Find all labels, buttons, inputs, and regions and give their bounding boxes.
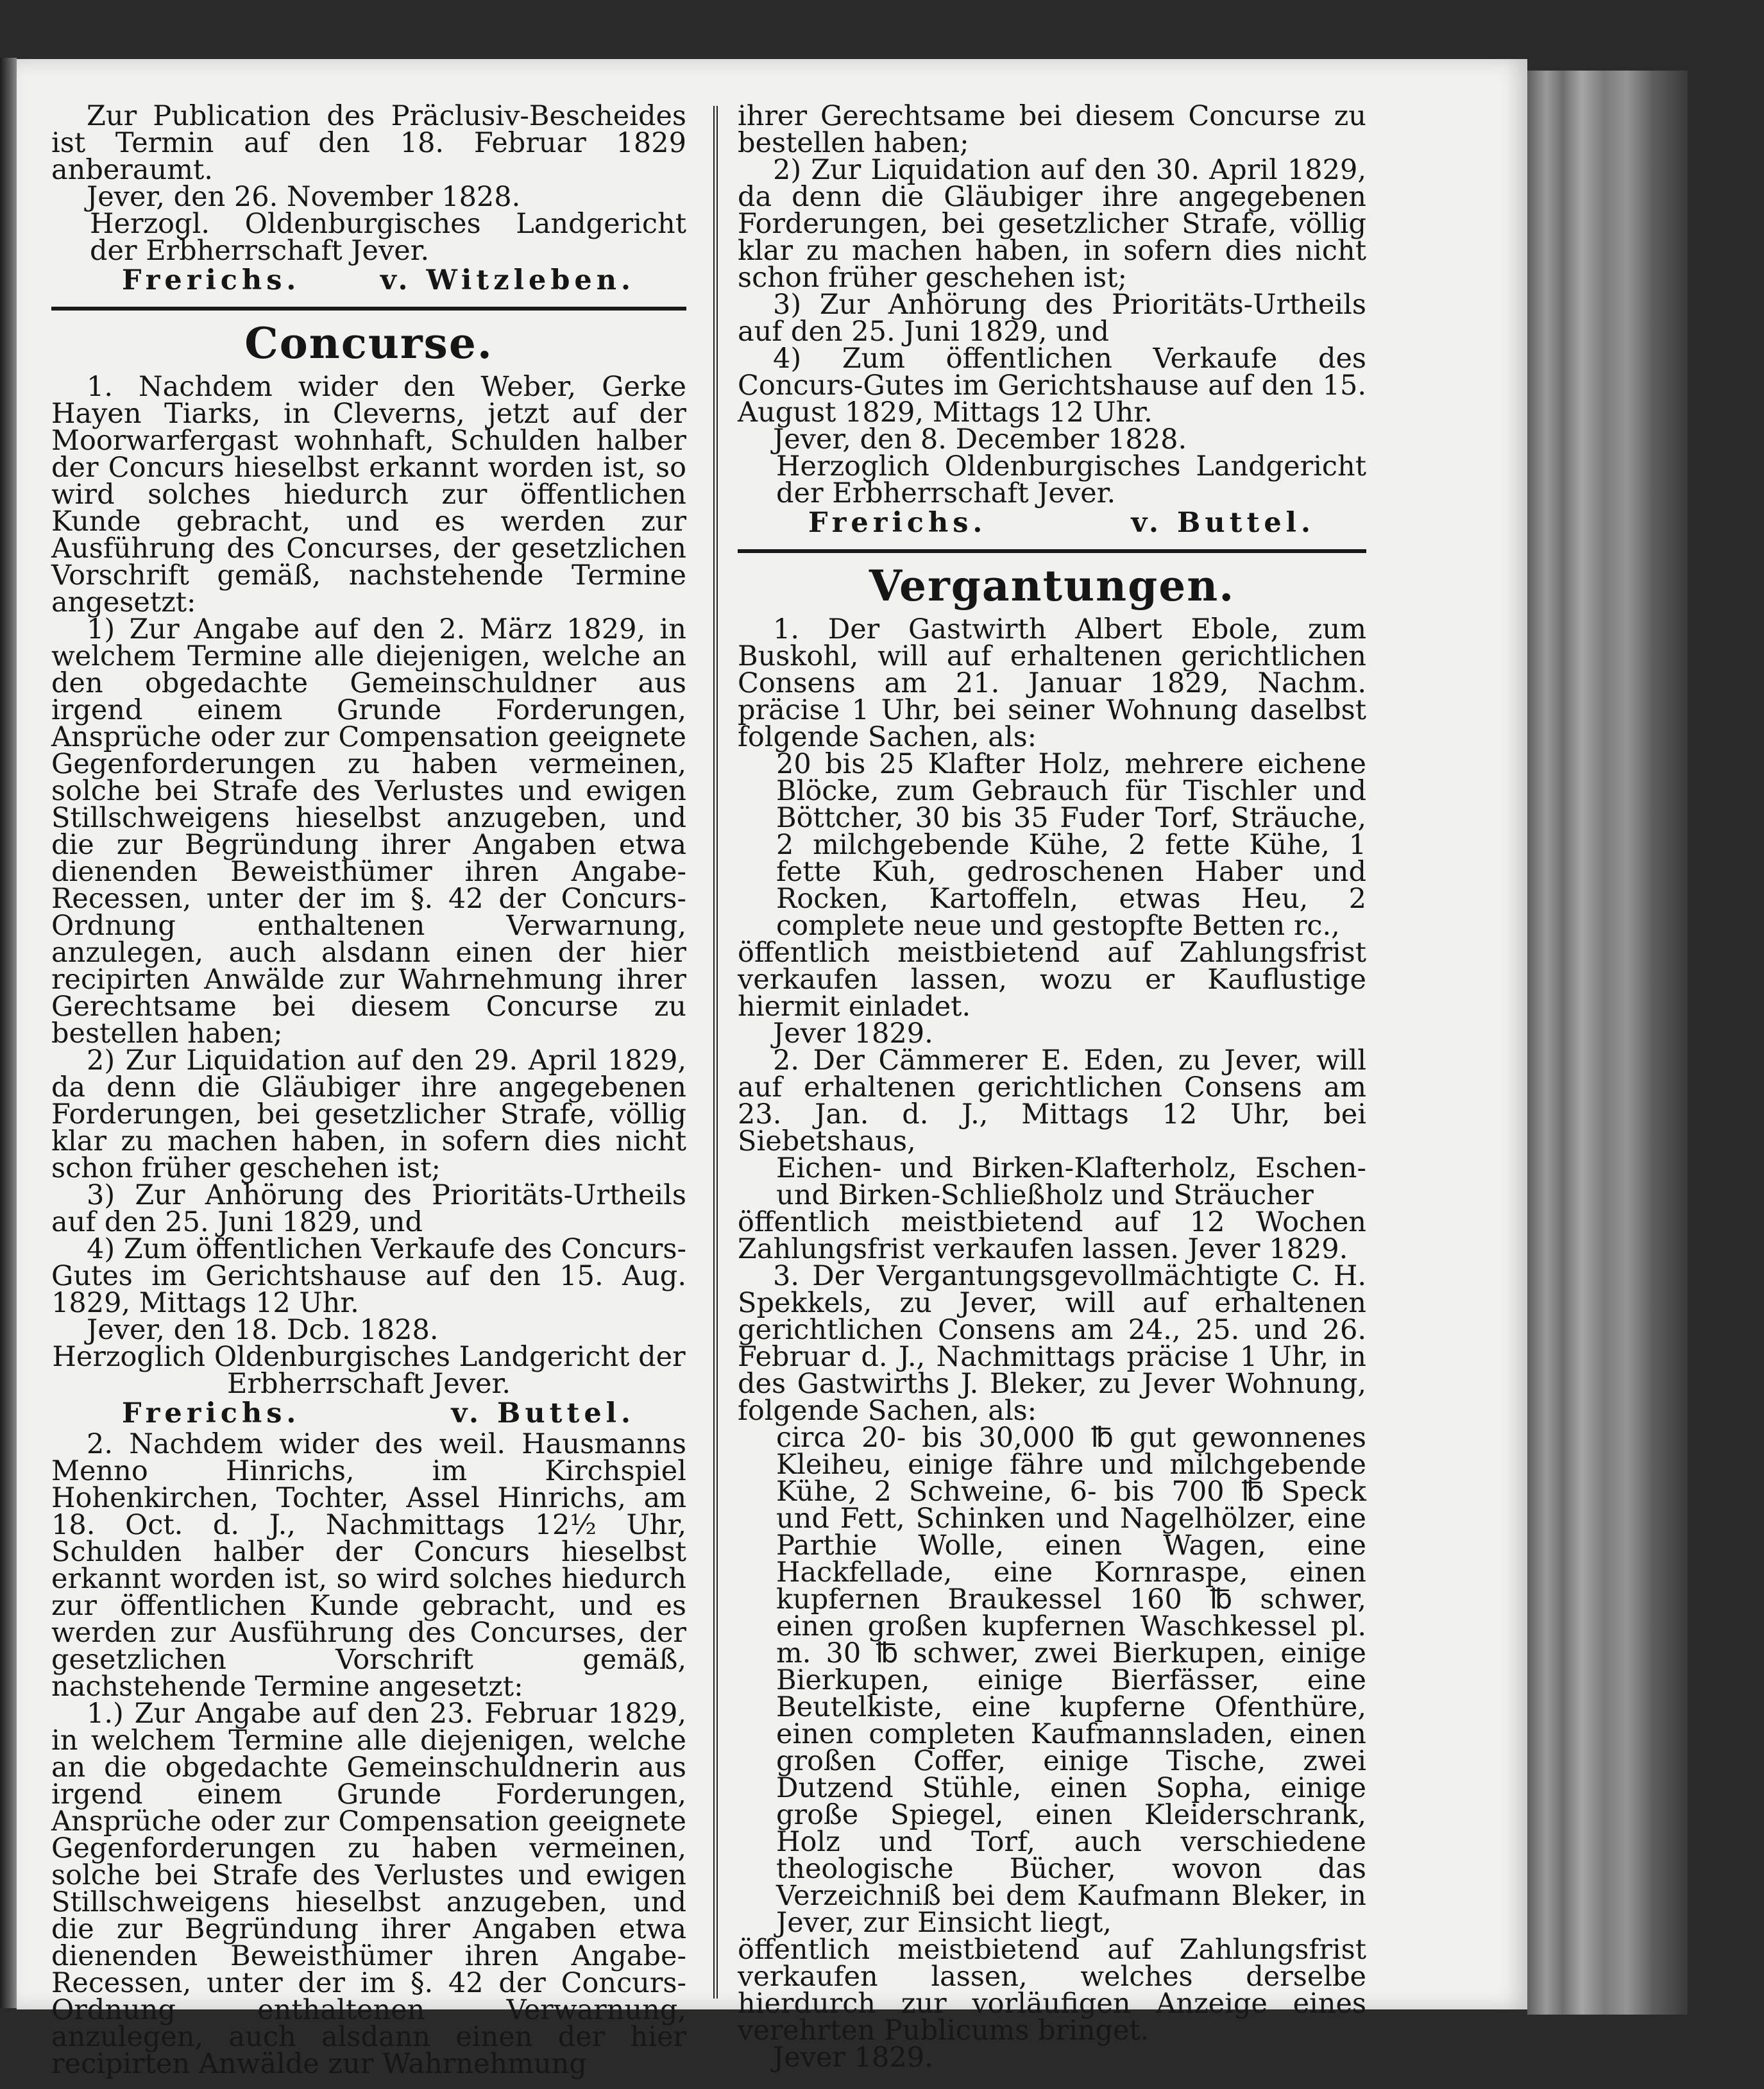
signature-left: Frerichs. (122, 1397, 301, 1429)
section-rule (51, 307, 686, 311)
concurs-2-continuation: ihrer Gerechtsame bei diesem Concurse zu bestellen haben; (738, 100, 1366, 159)
auction-3-tail: öffentlich meistbietend auf Zahlungsfrist verkaufen lassen, welches derselbe hierdurch zur vorläufigen Anzeige eines verehrten Publicums bringet. (738, 1934, 1366, 2047)
book-edge (1527, 71, 1688, 2015)
concurs-2-term-2: 2) Zur Liquidation auf den 30. April 1829, da denn die Gläubiger ihre angegebenen Forderungen, bei gesetzlicher Strafe, völlig klar zu machen haben, in sofern dies nicht schon früher geschehen ist; (738, 154, 1366, 294)
concurs-1-term-1: 1) Zur Angabe auf den 2. März 1829, in welchem Termine alle diejenigen, welche an den obgedachte Gemeinschuldner aus irgend einem Grunde Forderungen, Ansprüche oder zur Compensation geeignete Gegenforderungen zu haben vermeinen, solche bei Strafe des Verlustes und ewigen Stillschweigens hieselbst anzugeben, und die zur Begründung ihrer Angaben etwa dienenden Beweisthümer ihren Angabe-Recessen, unter der im §. 42 der Concurs-Ordnung enthaltenen Verwarnung, anzulegen, auch alsdann einen der hier recipirten Anwälde zur Wahrnehmung ihrer Gerechtsame bei diesem Concurse zu bestellen haben; (51, 613, 686, 1050)
concurs-1-term-3: 3) Zur Anhörung des Prioritäts-Urtheils auf den 25. Juni 1829, und (51, 1179, 686, 1238)
signature-left: Frerichs. (122, 264, 301, 296)
signature-right: v. Buttel. (1131, 507, 1315, 539)
facing-page-edge (0, 58, 17, 2008)
auction-1-body: 1. Der Gastwirth Albert Ebole, zum Buskohl, will auf erhaltenen gerichtlichen Consens am 21. Januar 1829, Nachm. präcise 1 Uhr, bei seiner Wohnung daselbst folgende Sachen, als: (738, 613, 1366, 753)
section-heading: Concurse. (244, 318, 493, 368)
signature-line (51, 1397, 686, 1429)
signature-right: v. Witzleben. (380, 264, 635, 296)
section-heading: Vergantungen. (869, 561, 1235, 611)
concurs-1-court: Herzoglich Oldenburgisches Landgericht der Erbherrschaft Jever. (52, 1341, 686, 1400)
auction-1-items: 20 bis 25 Klafter Holz, mehrere eichene Blöcke, zum Gebrauch für Tischler und Böttcher, 30 bis 35 Fuder Torf, Sträuche, 2 milchgebende Kühe, 2 fette Kühe, 1 fette Kuh, gedroschenen Haber und Rocken, Kartoffeln, etwas Heu, 2 complete neue und gestopfte Betten rc., (776, 748, 1366, 942)
auction-2-body: 2. Der Cämmerer E. Eden, zu Jever, will auf erhaltenen gerichtlichen Consens am 23. Jan. d. J., Mittags 12 Uhr, bei Siebetshaus, (738, 1044, 1366, 1157)
signature-line (51, 264, 686, 296)
auction-1-tail: öffentlich meistbietend auf Zahlungsfrist verkaufen lassen, wozu er Kauflustige hiermit einladet. (738, 937, 1366, 1023)
signature-left: Frerichs. (808, 507, 987, 539)
preclusion-notice: Zur Publication des Präclusiv-Bescheides ist Termin auf den 18. Februar 1829 anberaumt. (51, 100, 686, 186)
left-column (51, 100, 686, 2080)
concurs-1-term-2: 2) Zur Liquidation auf den 29. April 1829, da denn die Gläubiger ihre angegebenen Forderungen, bei gesetzlicher Strafe, völlig klar zu machen haben, in sofern dies nicht schon früher geschehen ist; (51, 1044, 686, 1184)
concurs-2-date: Jever, den 8. December 1828. (773, 423, 1187, 456)
concurs-2-term-3: 3) Zur Anhörung des Prioritäts-Urtheils auf den 25. Juni 1829, und (738, 289, 1366, 348)
concurs-1-date: Jever, den 18. Dcb. 1828. (87, 1314, 439, 1346)
section-rule (738, 549, 1366, 553)
concurs-1-body: 1. Nachdem wider den Weber, Gerke Hayen Tiarks, in Cleverns, jetzt auf der Moorwarfergast wohnhaft, Schulden halber der Concurs hieselbst erkannt worden ist, so wird solches hiedurch zur öffentlichen Kunde gebracht, und es werden zur Ausführung des Concurses, der gesetzlichen Vorschrift gemäß, nachstehende Termine angesetzt: (51, 371, 686, 618)
auction-2-tail: öffentlich meistbietend auf 12 Wochen Zahlungsfrist verkaufen lassen. Jever 1829. (738, 1206, 1366, 1265)
auction-3-body: 3. Der Vergantungsgevollmächtigte C. H. Spekkels, zu Jever, will auf erhaltenen gerichtlichen Consens am 24., 25. und 26. Februar d. J., Nachmittags präcise 1 Uhr, in des Gastwirths J. Bleker, zu Jever Wohnung, folgende Sachen, als: (738, 1260, 1366, 1427)
column-divider (713, 106, 718, 1999)
auction-2-items: Eichen- und Birken-Klafterholz, Eschen- und Birken-Schließholz und Sträucher (776, 1152, 1366, 1211)
auction-1-date: Jever 1829. (773, 1018, 933, 1050)
concurs-2-term-4: 4) Zum öffentlichen Verkaufe des Concurs-Gutes im Gerichtshause auf den 15. August 1829, Mittags 12 Uhr. (738, 343, 1366, 429)
concurs-2-body: 2. Nachdem wider des weil. Hausmanns Menno Hinrichs, im Kirchspiel Hohenkirchen, Tochter, Assel Hinrichs, am 18. Oct. d. J., Nachmittags 12½ Uhr, Schulden halber der Concurs hieselbst erkannt worden ist, so wird solches hiedurch zur öffentlichen Kunde gebracht, und es werden zur Ausführung des Concurses, der gesetzlichen Vorschrift gemäß, nachstehende Termine angesetzt: (51, 1428, 686, 1703)
right-column (738, 100, 1366, 2074)
signature-right: v. Buttel. (451, 1397, 635, 1429)
auction-3-items: circa 20- bis 30,000 ℔ gut gewonnenes Kleiheu, einige fähre und milchgebende Kühe, 2 Schweine, 6- bis 700 ℔ Speck und Fett, Schinken und Nagelhölzer, eine Parthie Wolle, einen Wagen, eine Hackfellade, eine Kornraspe, einen kupfernen Braukessel 160 ℔ schwer, einen großen kupfernen Waschkessel pl. m. 30 ℔ schwer, zwei Bierkupen, einige Bierkupen, einige Bierfässer, eine Beutelkiste, eine kupferne Ofenthüre, einen completen Kaufmannsladen, einen großen Coffer, einige Tische, zwei Dutzend Stühle, einen Sopha, einige große Spiegel, einen Kleiderschrank, Holz und Torf, auch verschiedene theologische Bücher, wovon das Verzeichniß bei dem Kaufmann Bleker, in Jever, zur Einsicht liegt, (776, 1422, 1366, 1939)
concurs-2-term-1: 1.) Zur Angabe auf den 23. Februar 1829, in welchem Termine alle diejenigen, welche an die obgedachte Gemeinschuldnerin aus irgend einem Grunde Forderungen, Ansprüche oder zur Compensation geeignete Gegenforderungen zu haben vermeinen, solche bei Strafe des Verlustes und ewigen Stillschweigens hieselbst anzugeben, und die zur Begründung ihrer Angaben etwa dienenden Beweisthümer ihren Angabe-Recessen, unter der im §. 42 der Concurs-Ordnung enthaltenen Verwarnung, anzulegen, auch alsdann einen der hier recipirten Anwälde zur Wahrnehmung (51, 1698, 686, 2080)
court-line: Herzogl. Oldenburgisches Landgericht der Erbherrschaft Jever. (90, 208, 686, 267)
date-line: Jever, den 26. November 1828. (87, 181, 521, 213)
auction-3-date: Jever 1829. (773, 2042, 933, 2074)
concurs-2-court: Herzoglich Oldenburgisches Landgericht der Erbherrschaft Jever. (776, 450, 1366, 509)
concurs-1-term-4: 4) Zum öffentlichen Verkaufe des Concurs-Gutes im Gerichtshause auf den 15. Aug. 1829, Mittags 12 Uhr. (51, 1233, 686, 1319)
signature-line (738, 507, 1366, 539)
